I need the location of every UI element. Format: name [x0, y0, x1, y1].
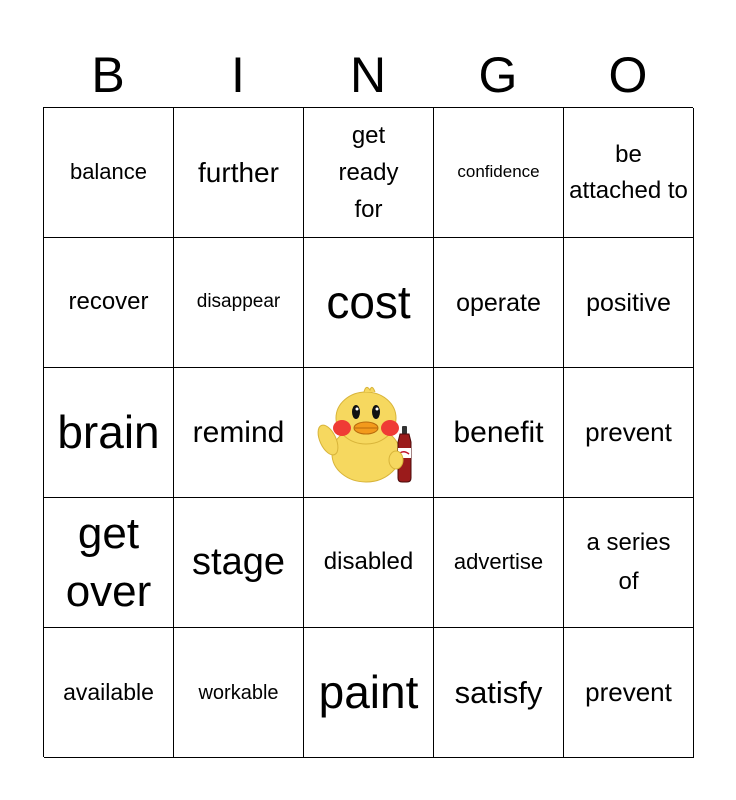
bingo-cell[interactable]	[434, 628, 564, 758]
cell-word: cost	[326, 275, 411, 328]
cell-word: paint	[318, 665, 419, 718]
cell-word: confidence	[457, 162, 540, 182]
cell-word: positive	[586, 288, 671, 317]
header-letter-g: G	[478, 47, 518, 103]
bingo-cell[interactable]	[44, 108, 174, 238]
cell-word: be attached to	[569, 140, 688, 204]
cell-word: disabled	[323, 548, 414, 576]
bingo-cell[interactable]	[44, 238, 174, 368]
cell-word: a series of	[586, 529, 671, 595]
cell-word: remind	[192, 415, 285, 449]
bingo-header	[43, 44, 693, 106]
cell-word: balance	[69, 159, 148, 185]
header-letter-n: N	[349, 47, 387, 103]
cell-word: satisfy	[454, 674, 543, 710]
cell-word: available	[63, 678, 154, 705]
free-space-cell[interactable]	[304, 368, 434, 498]
bingo-cell[interactable]	[174, 498, 304, 628]
bingo-cell[interactable]	[434, 498, 564, 628]
bingo-cell[interactable]	[564, 368, 694, 498]
cell-word: benefit	[453, 415, 544, 449]
cell-word: get over	[65, 509, 152, 616]
chick-holding-soda-icon	[314, 378, 424, 488]
cell-word: prevent	[585, 676, 672, 707]
bingo-cell[interactable]	[434, 108, 564, 238]
cell-word: recover	[68, 288, 149, 316]
bingo-cell[interactable]	[304, 108, 434, 238]
cell-word: stage	[192, 540, 285, 583]
bingo-cell[interactable]	[304, 498, 434, 628]
bingo-cell[interactable]	[564, 498, 694, 628]
cell-word: brain	[57, 405, 160, 458]
bingo-cell[interactable]	[174, 108, 304, 238]
bingo-cell[interactable]	[304, 628, 434, 758]
bingo-cell[interactable]	[434, 238, 564, 368]
cell-word: operate	[456, 288, 541, 317]
bingo-cell[interactable]	[44, 498, 174, 628]
bingo-cell[interactable]	[174, 238, 304, 368]
header-letter-o: O	[608, 47, 648, 103]
cell-word: further	[198, 156, 279, 188]
header-letter-b: B	[91, 47, 125, 103]
bingo-cell[interactable]	[174, 368, 304, 498]
bingo-cell[interactable]	[564, 628, 694, 758]
bingo-cell[interactable]	[564, 238, 694, 368]
cell-word: advertise	[453, 549, 544, 575]
bingo-cell[interactable]	[174, 628, 304, 758]
bingo-cell[interactable]	[44, 368, 174, 498]
cell-word: get ready for	[338, 121, 399, 224]
cell-word: workable	[198, 681, 279, 704]
header-letter-i: I	[231, 47, 245, 103]
bingo-board	[43, 107, 693, 757]
cell-word: prevent	[585, 416, 672, 447]
bingo-cell[interactable]	[304, 238, 434, 368]
bingo-cell[interactable]	[564, 108, 694, 238]
cell-word: disappear	[196, 291, 281, 313]
bingo-cell[interactable]	[434, 368, 564, 498]
bingo-cell[interactable]	[44, 628, 174, 758]
